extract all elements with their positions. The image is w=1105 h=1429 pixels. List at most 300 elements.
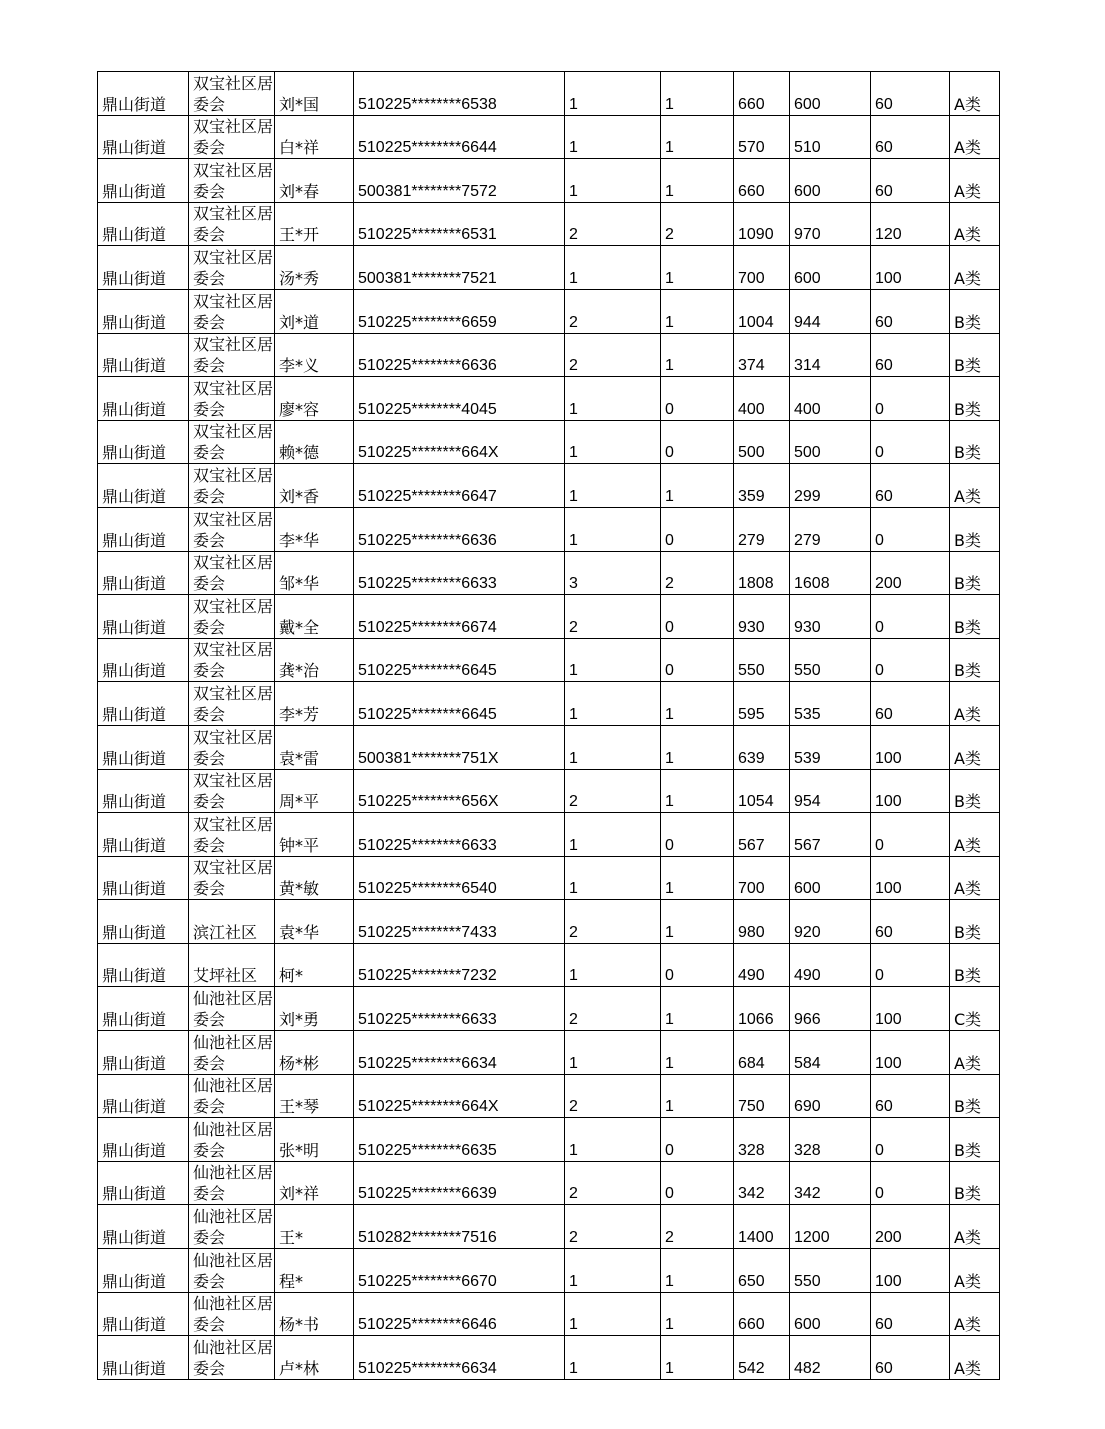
cell-household-size: 1 [565, 943, 661, 987]
cell-household-size: 2 [565, 1074, 661, 1118]
cell-extra-amount: 60 [871, 115, 950, 159]
cell-beneficiaries: 1 [661, 333, 734, 377]
cell-total-amount: 930 [734, 595, 790, 639]
cell-base-amount: 482 [790, 1336, 871, 1380]
cell-base-amount: 550 [790, 1249, 871, 1293]
cell-beneficiaries: 1 [661, 115, 734, 159]
table-row [98, 638, 1000, 682]
cell-household-size: 1 [565, 813, 661, 857]
cell-community: 滨江社区 [189, 900, 275, 944]
table-row [98, 813, 1000, 857]
cell-street: 鼎山街道 [98, 725, 189, 769]
cell-street: 鼎山街道 [98, 1031, 189, 1075]
cell-base-amount: 600 [790, 72, 871, 116]
cell-beneficiaries: 1 [661, 900, 734, 944]
cell-name: 张*明 [275, 1118, 354, 1162]
cell-street: 鼎山街道 [98, 72, 189, 116]
table-row [98, 246, 1000, 290]
cell-beneficiaries: 1 [661, 1336, 734, 1380]
cell-beneficiaries: 0 [661, 1161, 734, 1205]
cell-name: 杨*书 [275, 1292, 354, 1336]
cell-street: 鼎山街道 [98, 813, 189, 857]
cell-street: 鼎山街道 [98, 1336, 189, 1380]
cell-extra-amount: 100 [871, 725, 950, 769]
cell-extra-amount: 60 [871, 333, 950, 377]
cell-street: 鼎山街道 [98, 159, 189, 203]
cell-total-amount: 1090 [734, 202, 790, 246]
cell-household-size: 2 [565, 202, 661, 246]
cell-beneficiaries: 1 [661, 159, 734, 203]
cell-household-size: 2 [565, 987, 661, 1031]
cell-street: 鼎山街道 [98, 115, 189, 159]
cell-community: 双宝社区居委会 [189, 202, 275, 246]
cell-extra-amount: 60 [871, 682, 950, 726]
cell-beneficiaries: 0 [661, 507, 734, 551]
cell-name: 汤*秀 [275, 246, 354, 290]
cell-total-amount: 595 [734, 682, 790, 726]
cell-name: 李*芳 [275, 682, 354, 726]
cell-total-amount: 660 [734, 72, 790, 116]
cell-extra-amount: 0 [871, 595, 950, 639]
cell-base-amount: 539 [790, 725, 871, 769]
cell-total-amount: 639 [734, 725, 790, 769]
cell-base-amount: 920 [790, 900, 871, 944]
cell-street: 鼎山街道 [98, 420, 189, 464]
table-row [98, 72, 1000, 116]
table-row [98, 507, 1000, 551]
table-row [98, 1074, 1000, 1118]
cell-total-amount: 400 [734, 377, 790, 421]
cell-total-amount: 684 [734, 1031, 790, 1075]
cell-total-amount: 328 [734, 1118, 790, 1162]
cell-id-number: 510225********664X [354, 420, 565, 464]
cell-street: 鼎山街道 [98, 551, 189, 595]
cell-extra-amount: 0 [871, 813, 950, 857]
cell-beneficiaries: 1 [661, 856, 734, 900]
table-row [98, 377, 1000, 421]
cell-beneficiaries: 1 [661, 1249, 734, 1293]
cell-base-amount: 584 [790, 1031, 871, 1075]
table-row [98, 1205, 1000, 1249]
cell-category: B类 [950, 1161, 1000, 1205]
cell-base-amount: 930 [790, 595, 871, 639]
cell-category: A类 [950, 202, 1000, 246]
cell-community: 双宝社区居委会 [189, 638, 275, 682]
cell-id-number: 510225********6634 [354, 1031, 565, 1075]
cell-category: B类 [950, 507, 1000, 551]
cell-total-amount: 500 [734, 420, 790, 464]
cell-street: 鼎山街道 [98, 943, 189, 987]
table-row [98, 159, 1000, 203]
cell-extra-amount: 60 [871, 464, 950, 508]
cell-extra-amount: 60 [871, 289, 950, 333]
cell-street: 鼎山街道 [98, 246, 189, 290]
cell-community: 仙池社区居委会 [189, 1336, 275, 1380]
cell-base-amount: 510 [790, 115, 871, 159]
cell-category: A类 [950, 813, 1000, 857]
cell-community: 双宝社区居委会 [189, 333, 275, 377]
cell-street: 鼎山街道 [98, 595, 189, 639]
cell-base-amount: 299 [790, 464, 871, 508]
table-row [98, 1161, 1000, 1205]
cell-community: 双宝社区居委会 [189, 595, 275, 639]
cell-category: B类 [950, 333, 1000, 377]
cell-beneficiaries: 0 [661, 420, 734, 464]
cell-category: A类 [950, 72, 1000, 116]
cell-id-number: 510225********6639 [354, 1161, 565, 1205]
cell-community: 仙池社区居委会 [189, 1074, 275, 1118]
cell-id-number: 500381********7572 [354, 159, 565, 203]
cell-extra-amount: 100 [871, 246, 950, 290]
cell-id-number: 510225********6540 [354, 856, 565, 900]
cell-name: 刘*香 [275, 464, 354, 508]
cell-community: 双宝社区居委会 [189, 246, 275, 290]
cell-extra-amount: 0 [871, 420, 950, 464]
cell-total-amount: 567 [734, 813, 790, 857]
cell-name: 黄*敏 [275, 856, 354, 900]
cell-community: 双宝社区居委会 [189, 507, 275, 551]
cell-id-number: 510225********6670 [354, 1249, 565, 1293]
cell-category: B类 [950, 377, 1000, 421]
cell-category: A类 [950, 246, 1000, 290]
cell-street: 鼎山街道 [98, 769, 189, 813]
cell-household-size: 1 [565, 725, 661, 769]
table-row [98, 551, 1000, 595]
cell-id-number: 510225********7232 [354, 943, 565, 987]
cell-street: 鼎山街道 [98, 638, 189, 682]
cell-base-amount: 944 [790, 289, 871, 333]
cell-name: 刘*国 [275, 72, 354, 116]
cell-street: 鼎山街道 [98, 1074, 189, 1118]
cell-id-number: 510225********6636 [354, 507, 565, 551]
table-body [98, 72, 1000, 1380]
cell-extra-amount: 100 [871, 1031, 950, 1075]
cell-household-size: 2 [565, 333, 661, 377]
table-row [98, 202, 1000, 246]
cell-base-amount: 954 [790, 769, 871, 813]
data-table [97, 71, 1000, 1380]
table-row [98, 289, 1000, 333]
cell-id-number: 510225********6634 [354, 1336, 565, 1380]
cell-household-size: 2 [565, 1161, 661, 1205]
cell-id-number: 510225********6645 [354, 682, 565, 726]
cell-household-size: 1 [565, 464, 661, 508]
cell-community: 仙池社区居委会 [189, 1161, 275, 1205]
cell-base-amount: 567 [790, 813, 871, 857]
cell-household-size: 2 [565, 289, 661, 333]
cell-category: A类 [950, 1292, 1000, 1336]
cell-category: A类 [950, 1249, 1000, 1293]
cell-beneficiaries: 2 [661, 202, 734, 246]
cell-total-amount: 980 [734, 900, 790, 944]
cell-beneficiaries: 1 [661, 1074, 734, 1118]
cell-total-amount: 570 [734, 115, 790, 159]
cell-community: 仙池社区居委会 [189, 1292, 275, 1336]
cell-category: A类 [950, 1205, 1000, 1249]
cell-total-amount: 1400 [734, 1205, 790, 1249]
cell-name: 袁*华 [275, 900, 354, 944]
cell-name: 李*义 [275, 333, 354, 377]
cell-household-size: 1 [565, 638, 661, 682]
cell-id-number: 510225********6644 [354, 115, 565, 159]
cell-category: B类 [950, 900, 1000, 944]
cell-category: B类 [950, 1118, 1000, 1162]
cell-category: B类 [950, 943, 1000, 987]
cell-base-amount: 490 [790, 943, 871, 987]
cell-street: 鼎山街道 [98, 377, 189, 421]
cell-community: 仙池社区居委会 [189, 1031, 275, 1075]
cell-street: 鼎山街道 [98, 289, 189, 333]
cell-beneficiaries: 0 [661, 1118, 734, 1162]
cell-extra-amount: 100 [871, 987, 950, 1031]
cell-base-amount: 550 [790, 638, 871, 682]
cell-extra-amount: 120 [871, 202, 950, 246]
cell-name: 廖*容 [275, 377, 354, 421]
cell-household-size: 1 [565, 420, 661, 464]
cell-total-amount: 1054 [734, 769, 790, 813]
cell-category: B类 [950, 420, 1000, 464]
table-row [98, 769, 1000, 813]
cell-id-number: 510225********664X [354, 1074, 565, 1118]
cell-street: 鼎山街道 [98, 1161, 189, 1205]
cell-name: 柯* [275, 943, 354, 987]
cell-household-size: 3 [565, 551, 661, 595]
cell-household-size: 1 [565, 682, 661, 726]
cell-base-amount: 279 [790, 507, 871, 551]
cell-id-number: 510225********6645 [354, 638, 565, 682]
cell-street: 鼎山街道 [98, 856, 189, 900]
cell-id-number: 500381********7521 [354, 246, 565, 290]
cell-name: 刘*祥 [275, 1161, 354, 1205]
cell-household-size: 2 [565, 1205, 661, 1249]
cell-id-number: 510225********6633 [354, 987, 565, 1031]
cell-beneficiaries: 0 [661, 377, 734, 421]
table-row [98, 1336, 1000, 1380]
cell-beneficiaries: 1 [661, 72, 734, 116]
cell-name: 王*琴 [275, 1074, 354, 1118]
cell-community: 双宝社区居委会 [189, 813, 275, 857]
cell-name: 龚*治 [275, 638, 354, 682]
cell-extra-amount: 60 [871, 72, 950, 116]
cell-extra-amount: 100 [871, 769, 950, 813]
cell-id-number: 510282********7516 [354, 1205, 565, 1249]
cell-base-amount: 328 [790, 1118, 871, 1162]
table-row [98, 420, 1000, 464]
table-row [98, 943, 1000, 987]
cell-total-amount: 490 [734, 943, 790, 987]
cell-household-size: 1 [565, 1031, 661, 1075]
cell-category: B类 [950, 595, 1000, 639]
cell-community: 双宝社区居委会 [189, 159, 275, 203]
cell-beneficiaries: 2 [661, 1205, 734, 1249]
cell-base-amount: 600 [790, 1292, 871, 1336]
cell-household-size: 1 [565, 1249, 661, 1293]
cell-category: A类 [950, 682, 1000, 726]
cell-id-number: 500381********751X [354, 725, 565, 769]
cell-category: A类 [950, 115, 1000, 159]
cell-extra-amount: 0 [871, 1118, 950, 1162]
cell-beneficiaries: 0 [661, 943, 734, 987]
cell-street: 鼎山街道 [98, 507, 189, 551]
cell-name: 程* [275, 1249, 354, 1293]
cell-community: 双宝社区居委会 [189, 769, 275, 813]
cell-total-amount: 550 [734, 638, 790, 682]
cell-category: B类 [950, 769, 1000, 813]
cell-extra-amount: 60 [871, 1336, 950, 1380]
cell-household-size: 1 [565, 856, 661, 900]
cell-id-number: 510225********7433 [354, 900, 565, 944]
cell-total-amount: 650 [734, 1249, 790, 1293]
cell-category: B类 [950, 638, 1000, 682]
cell-total-amount: 1066 [734, 987, 790, 1031]
table-row [98, 725, 1000, 769]
cell-base-amount: 400 [790, 377, 871, 421]
cell-beneficiaries: 1 [661, 682, 734, 726]
table-row [98, 333, 1000, 377]
cell-beneficiaries: 1 [661, 1031, 734, 1075]
cell-category: A类 [950, 159, 1000, 203]
cell-community: 双宝社区居委会 [189, 115, 275, 159]
cell-street: 鼎山街道 [98, 1249, 189, 1293]
table-row [98, 987, 1000, 1031]
cell-community: 双宝社区居委会 [189, 464, 275, 508]
cell-base-amount: 314 [790, 333, 871, 377]
cell-beneficiaries: 1 [661, 246, 734, 290]
cell-household-size: 2 [565, 769, 661, 813]
cell-total-amount: 660 [734, 159, 790, 203]
cell-community: 艾坪社区 [189, 943, 275, 987]
table-row [98, 1031, 1000, 1075]
cell-household-size: 1 [565, 1292, 661, 1336]
cell-id-number: 510225********6674 [354, 595, 565, 639]
cell-total-amount: 700 [734, 856, 790, 900]
cell-id-number: 510225********6633 [354, 551, 565, 595]
cell-street: 鼎山街道 [98, 464, 189, 508]
cell-name: 卢*林 [275, 1336, 354, 1380]
cell-extra-amount: 0 [871, 507, 950, 551]
cell-community: 双宝社区居委会 [189, 551, 275, 595]
cell-name: 刘*勇 [275, 987, 354, 1031]
cell-beneficiaries: 0 [661, 638, 734, 682]
cell-extra-amount: 200 [871, 551, 950, 595]
cell-base-amount: 342 [790, 1161, 871, 1205]
cell-id-number: 510225********4045 [354, 377, 565, 421]
cell-base-amount: 600 [790, 246, 871, 290]
cell-name: 杨*彬 [275, 1031, 354, 1075]
table-row [98, 1292, 1000, 1336]
cell-extra-amount: 0 [871, 943, 950, 987]
cell-extra-amount: 60 [871, 1074, 950, 1118]
cell-street: 鼎山街道 [98, 682, 189, 726]
cell-name: 袁*雷 [275, 725, 354, 769]
cell-beneficiaries: 0 [661, 813, 734, 857]
cell-household-size: 1 [565, 1118, 661, 1162]
cell-base-amount: 690 [790, 1074, 871, 1118]
cell-community: 仙池社区居委会 [189, 987, 275, 1031]
cell-category: B类 [950, 289, 1000, 333]
cell-street: 鼎山街道 [98, 1118, 189, 1162]
cell-beneficiaries: 1 [661, 1292, 734, 1336]
cell-id-number: 510225********6635 [354, 1118, 565, 1162]
cell-street: 鼎山街道 [98, 900, 189, 944]
cell-base-amount: 1608 [790, 551, 871, 595]
cell-extra-amount: 0 [871, 1161, 950, 1205]
cell-name: 白*祥 [275, 115, 354, 159]
cell-street: 鼎山街道 [98, 1292, 189, 1336]
cell-household-size: 1 [565, 1336, 661, 1380]
cell-total-amount: 342 [734, 1161, 790, 1205]
cell-base-amount: 966 [790, 987, 871, 1031]
table-row [98, 1118, 1000, 1162]
cell-beneficiaries: 1 [661, 464, 734, 508]
cell-beneficiaries: 1 [661, 769, 734, 813]
cell-name: 刘*道 [275, 289, 354, 333]
cell-beneficiaries: 0 [661, 595, 734, 639]
cell-category: A类 [950, 1336, 1000, 1380]
cell-name: 王*开 [275, 202, 354, 246]
cell-community: 双宝社区居委会 [189, 420, 275, 464]
cell-id-number: 510225********6647 [354, 464, 565, 508]
cell-household-size: 2 [565, 595, 661, 639]
table-row [98, 682, 1000, 726]
cell-name: 周*平 [275, 769, 354, 813]
cell-category: B类 [950, 1074, 1000, 1118]
cell-community: 双宝社区居委会 [189, 725, 275, 769]
cell-total-amount: 542 [734, 1336, 790, 1380]
cell-community: 双宝社区居委会 [189, 856, 275, 900]
cell-extra-amount: 60 [871, 159, 950, 203]
cell-community: 仙池社区居委会 [189, 1205, 275, 1249]
cell-name: 李*华 [275, 507, 354, 551]
cell-street: 鼎山街道 [98, 1205, 189, 1249]
cell-extra-amount: 100 [871, 1249, 950, 1293]
cell-category: B类 [950, 551, 1000, 595]
cell-extra-amount: 200 [871, 1205, 950, 1249]
cell-total-amount: 750 [734, 1074, 790, 1118]
table-row [98, 856, 1000, 900]
cell-total-amount: 660 [734, 1292, 790, 1336]
cell-household-size: 1 [565, 246, 661, 290]
cell-id-number: 510225********6636 [354, 333, 565, 377]
cell-base-amount: 970 [790, 202, 871, 246]
cell-base-amount: 600 [790, 856, 871, 900]
cell-category: A类 [950, 464, 1000, 508]
cell-household-size: 1 [565, 72, 661, 116]
cell-name: 赖*德 [275, 420, 354, 464]
table-row [98, 1249, 1000, 1293]
cell-base-amount: 1200 [790, 1205, 871, 1249]
cell-id-number: 510225********6531 [354, 202, 565, 246]
cell-name: 邹*华 [275, 551, 354, 595]
cell-beneficiaries: 1 [661, 725, 734, 769]
cell-total-amount: 359 [734, 464, 790, 508]
cell-total-amount: 279 [734, 507, 790, 551]
cell-id-number: 510225********6633 [354, 813, 565, 857]
cell-household-size: 1 [565, 159, 661, 203]
cell-total-amount: 374 [734, 333, 790, 377]
cell-community: 双宝社区居委会 [189, 377, 275, 421]
table-row [98, 115, 1000, 159]
cell-household-size: 1 [565, 507, 661, 551]
cell-id-number: 510225********6538 [354, 72, 565, 116]
cell-category: A类 [950, 1031, 1000, 1075]
cell-community: 双宝社区居委会 [189, 72, 275, 116]
cell-extra-amount: 0 [871, 377, 950, 421]
table-row [98, 464, 1000, 508]
table-row [98, 900, 1000, 944]
cell-extra-amount: 100 [871, 856, 950, 900]
cell-community: 仙池社区居委会 [189, 1118, 275, 1162]
